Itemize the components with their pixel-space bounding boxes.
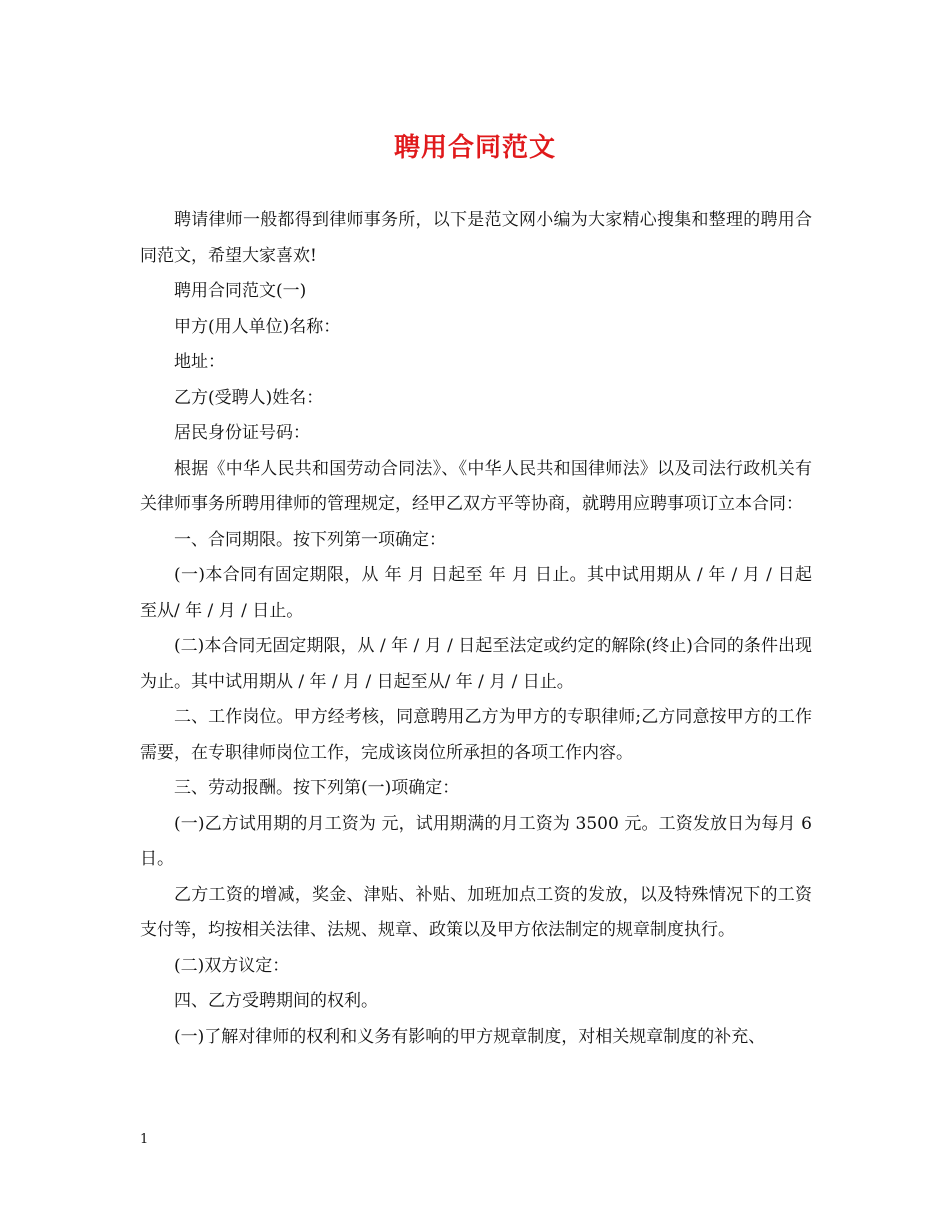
paragraph-open-term: (二)本合同无固定期限，从 / 年 / 月 / 日起至法定或约定的解除(终止)合同的条件出现为止。其中试用期从 / 年 / 月 / 日起至从/ 年 / 月 / 日止。	[140, 636, 812, 692]
paragraph-contract-term: 一、合同期限。按下列第一项确定：	[174, 529, 446, 550]
paragraph-salary: (一)乙方试用期的月工资为 元，试用期满的月工资为 3500 元。工资发放日为每月 6 日。	[140, 813, 812, 869]
paragraph-remuneration: 三、劳动报酬。按下列第(一)项确定：	[174, 778, 460, 798]
paragraph-section-heading: 聘用合同范文(一)	[174, 281, 307, 301]
paragraph-party-a-name: 甲方(用人单位)名称：	[174, 316, 341, 337]
document-title: 聘用合同范文	[393, 133, 556, 163]
paragraph-id-number: 居民身份证号码：	[174, 423, 310, 443]
paragraph-party-b-name: 乙方(受聘人)姓名：	[174, 387, 324, 408]
page-number: 1	[140, 1132, 149, 1147]
paragraph-position: 二、工作岗位。甲方经考核，同意聘用乙方为甲方的专职律师;乙方同意按甲方的工作需要，在专职律师岗位工作，完成该岗位所承担的各项工作内容。	[140, 707, 812, 763]
paragraph-fixed-term: (一)本合同有固定期限，从 年 月 日起至 年 月 日止。其中试用期从 / 年 / 月 / 日起至从/ 年 / 月 / 日止。	[140, 565, 812, 621]
paragraph-mutual-agreement: (二)双方议定：	[174, 955, 290, 976]
paragraph-rights-item-1: (一)了解对律师的权利和义务有影响的甲方规章制度，对相关规章制度的补充、	[174, 1026, 766, 1047]
document-body	[140, 203, 812, 1055]
paragraph-legal-basis: 根据《中华人民共和国劳动合同法》、《中华人民共和国律师法》以及司法行政机关有关律师事务所聘用律师的管理规定，经甲乙双方平等协商，就聘用应聘事项订立本合同：	[140, 458, 812, 514]
paragraph-salary-adjustment: 乙方工资的增减，奖金、津贴、补贴、加班加点工资的发放，以及特殊情况下的工资支付等，均按相关法律、法规、规章、政策以及甲方依法制定的规章制度执行。	[140, 884, 812, 940]
paragraph-address: 地址：	[174, 352, 225, 372]
paragraph-intro: 聘请律师一般都得到律师事务所，以下是范文网小编为大家精心搜集和整理的聘用合同范文，希望大家喜欢!	[140, 210, 812, 266]
paragraph-rights-heading: 四、乙方受聘期间的权利。	[174, 991, 378, 1011]
